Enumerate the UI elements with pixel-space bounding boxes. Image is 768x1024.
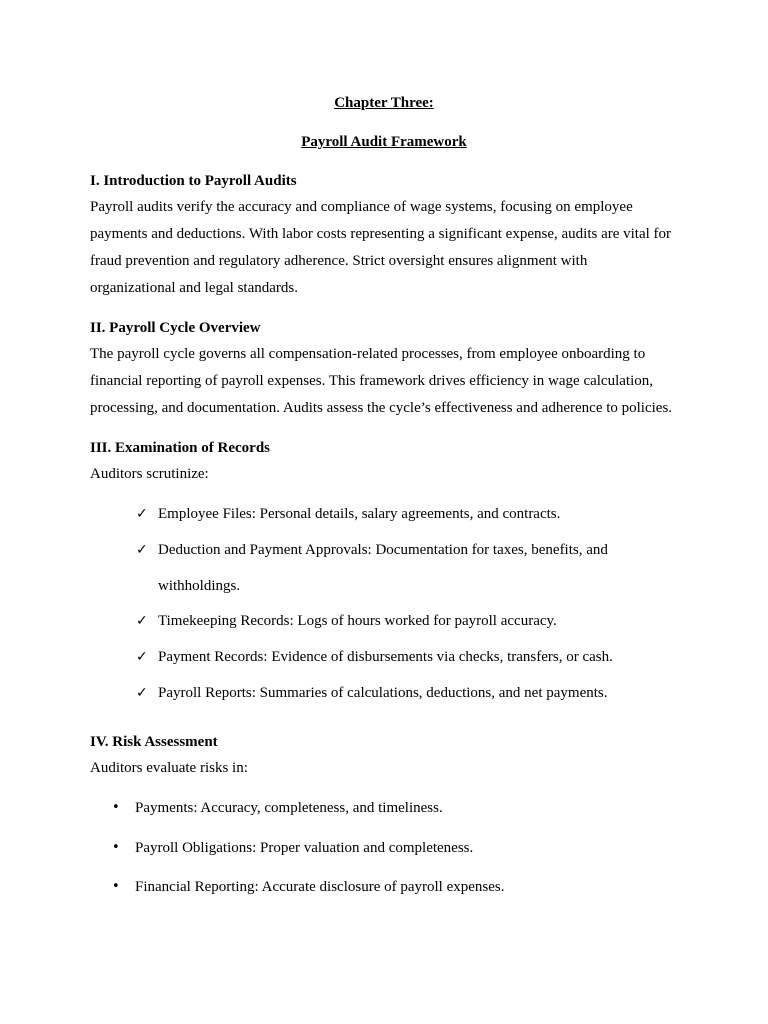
check-list-item-text: Employee Files: Personal details, salary agreements, and contracts.	[158, 506, 561, 522]
section-intro-examination	[90, 461, 690, 488]
bullet-list-item-text: Financial Reporting: Accurate disclosure of payroll expenses.	[135, 879, 505, 895]
section-paragraph-payroll-cycle	[90, 341, 690, 422]
check-list-item-text: Payroll Reports: Summaries of calculations, deductions, and net payments.	[158, 685, 608, 701]
section-heading-introduction: I. Introduction to Payroll Audits	[90, 173, 297, 189]
paragraph-line: fraud prevention and regulatory adherence. Strict oversight ensures alignment with	[90, 253, 588, 269]
document-subtitle: Payroll Audit Framework	[301, 134, 467, 150]
check-list-item-text: Payment Records: Evidence of disbursements via checks, transfers, or cash.	[158, 649, 613, 665]
check-mark-icon: ✓	[136, 506, 148, 522]
bullet-icon: •	[112, 800, 120, 815]
section-intro-text: Auditors evaluate risks in:	[90, 760, 248, 776]
check-list-item-text-continued: withholdings.	[158, 578, 241, 594]
check-list-item	[136, 603, 696, 639]
check-list-item	[136, 532, 696, 604]
bullet-list-item-text: Payments: Accuracy, completeness, and timeliness.	[135, 800, 443, 816]
section-intro-risk-assessment	[90, 755, 690, 782]
paragraph-line: The payroll cycle governs all compensation-related processes, from employee onboarding to	[90, 346, 646, 362]
bullet-list-item	[110, 878, 690, 896]
section-heading-payroll-cycle: II. Payroll Cycle Overview	[90, 320, 261, 336]
check-list-item-text: Timekeeping Records: Logs of hours worked for payroll accuracy.	[158, 613, 557, 629]
check-list-item	[136, 496, 696, 532]
check-mark-icon: ✓	[136, 542, 148, 558]
bullet-icon: •	[112, 879, 120, 894]
bullet-icon: •	[112, 840, 120, 855]
check-list-item	[136, 639, 696, 675]
check-mark-icon: ✓	[136, 649, 148, 665]
paragraph-line: organizational and legal standards.	[90, 280, 298, 296]
paragraph-line: payments and deductions. With labor costs representing a significant expense, audits are vital for	[90, 226, 672, 242]
check-list-item-text: Deduction and Payment Approvals: Documentation for taxes, benefits, and	[158, 542, 608, 558]
section-intro-text: Auditors scrutinize:	[90, 466, 209, 482]
check-mark-icon: ✓	[136, 685, 148, 701]
section-heading-risk-assessment: IV. Risk Assessment	[90, 734, 218, 750]
section-heading-examination: III. Examination of Records	[90, 440, 271, 456]
bullet-list-item	[110, 839, 690, 857]
paragraph-line: processing, and documentation. Audits assess the cycle’s effectiveness and adherence to policies.	[90, 400, 673, 416]
check-mark-icon: ✓	[136, 613, 148, 629]
section-paragraph-introduction	[90, 194, 690, 302]
check-list-item	[136, 675, 696, 711]
bullet-list-item	[110, 799, 690, 817]
bullet-list-item-text: Payroll Obligations: Proper valuation and completeness.	[135, 840, 474, 856]
chapter-title: Chapter Three:	[334, 95, 434, 111]
paragraph-line: financial reporting of payroll expenses. This framework drives efficiency in wage calculation,	[90, 373, 653, 389]
paragraph-line: Payroll audits verify the accuracy and compliance of wage systems, focusing on employee	[90, 199, 633, 215]
